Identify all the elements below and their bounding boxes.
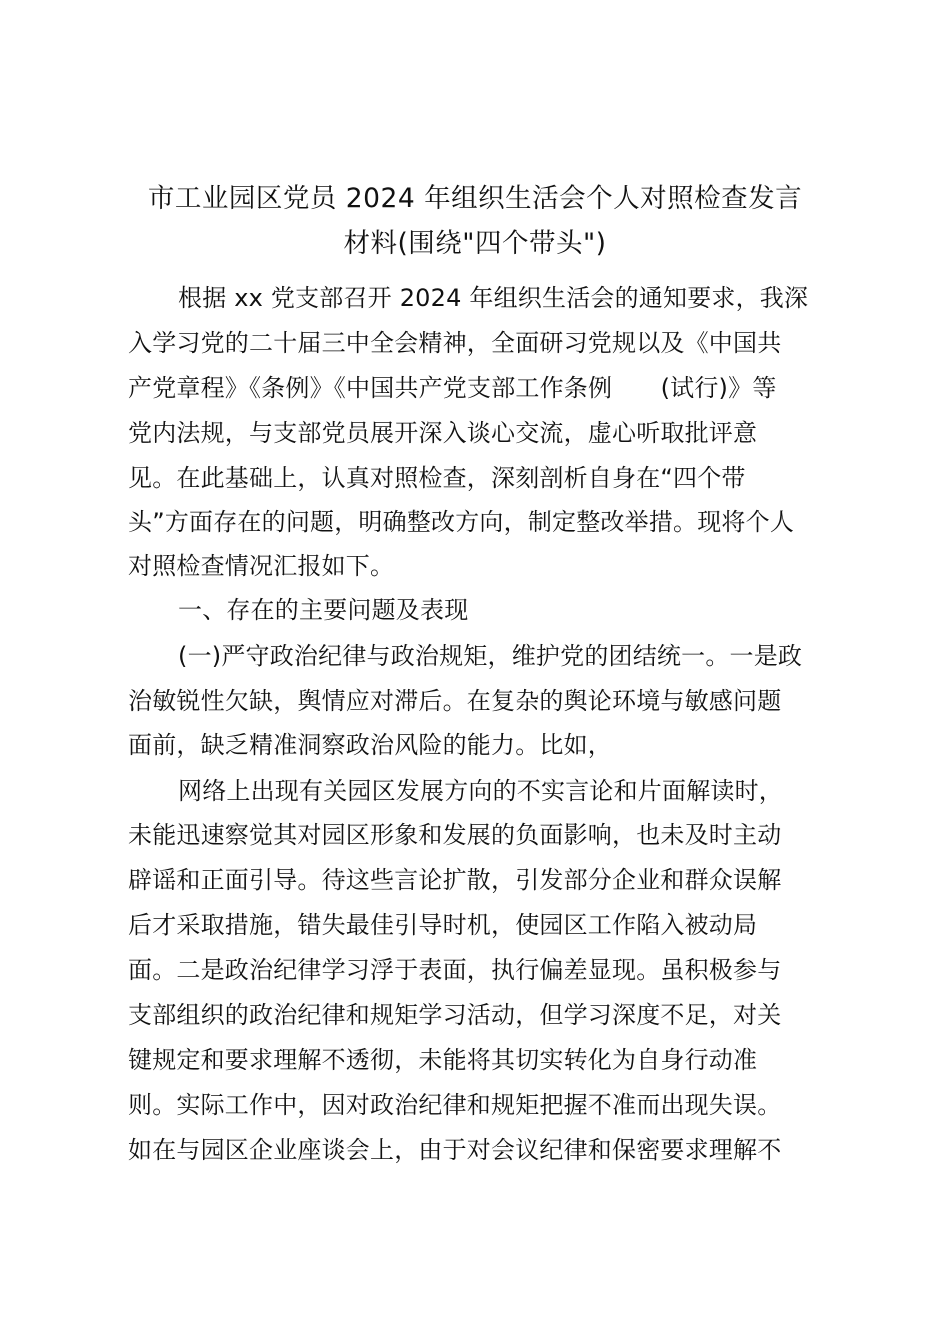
body-line-3: 产党章程》《条例》《中国共产党支部工作条例 (试行)》等 xyxy=(128,374,777,402)
body-line-13: 未能迅速察觉其对园区形象和发展的负面影响，也未及时主动 xyxy=(128,821,782,849)
body-line-15: 后才采取措施，错失最佳引导时机，使园区工作陷入被动局 xyxy=(128,911,758,939)
body-line-4: 党内法规，与支部党员展开深入谈心交流，虚心听取批评意 xyxy=(128,419,758,447)
document-title-line-1: 市工业园区党员 2024 年组织生活会个人对照检查发言 xyxy=(147,183,803,214)
body-line-9: (一)严守政治纪律与政治规矩，维护党的团结统一。一是政 xyxy=(178,642,803,670)
section-heading-1: 一、存在的主要问题及表现 xyxy=(178,596,469,624)
body-line-18: 键规定和要求理解不透彻，未能将其切实转化为自身行动准 xyxy=(128,1046,758,1074)
body-line-19: 则。实际工作中，因对政治纪律和规矩把握不准而出现失误。 xyxy=(128,1091,782,1119)
document-title-line-2: 材料(围绕"四个带头") xyxy=(343,228,607,259)
body-line-12: 网络上出现有关园区发展方向的不实言论和片面解读时， xyxy=(178,777,783,805)
body-line-2: 入学习党的二十届三中全会精神，全面研习党规以及《中国共 xyxy=(128,329,782,357)
body-line-11: 面前，缺乏精准洞察政治风险的能力。比如， xyxy=(128,731,612,759)
body-line-20: 如在与园区企业座谈会上，由于对会议纪律和保密要求理解不 xyxy=(128,1136,782,1164)
body-line-16: 面。二是政治纪律学习浮于表面，执行偏差显现。虽积极参与 xyxy=(128,956,782,984)
body-line-1: 根据 xx 党支部召开 2024 年组织生活会的通知要求，我深 xyxy=(178,284,809,312)
body-line-10: 治敏锐性欠缺，舆情应对滞后。在复杂的舆论环境与敏感问题 xyxy=(128,687,782,715)
body-line-6: 头”方面存在的问题，明确整改方向，制定整改举措。现将个人 xyxy=(128,508,795,536)
body-line-5: 见。在此基础上，认真对照检查，深刻剖析自身在“四个带 xyxy=(128,464,746,492)
body-line-7: 对照检查情况汇报如下。 xyxy=(128,552,395,580)
body-line-14: 辟谣和正面引导。待这些言论扩散，引发部分企业和群众误解 xyxy=(128,866,782,894)
body-line-17: 支部组织的政治纪律和规矩学习活动，但学习深度不足，对关 xyxy=(128,1001,782,1029)
